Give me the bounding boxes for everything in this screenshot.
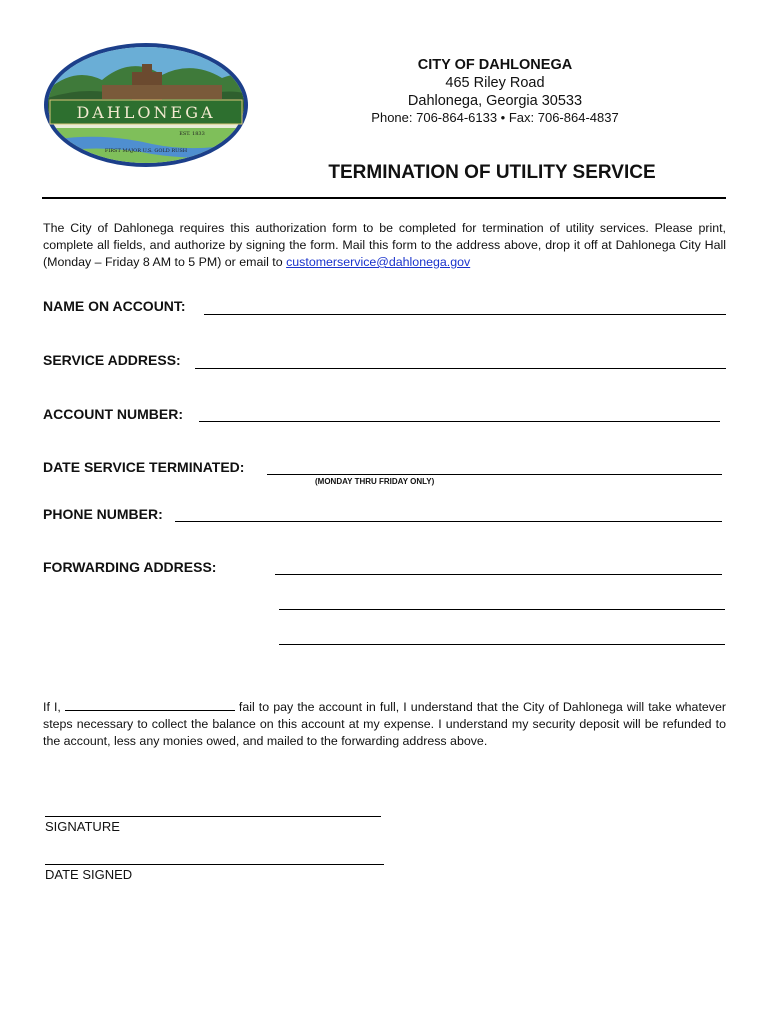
date-signed-field[interactable]: [45, 864, 384, 865]
forwarding-address-field-3[interactable]: [279, 644, 725, 645]
intro-text: The City of Dahlonega requires this authorization form to be completed for termination of utility services. Please print, complete all fields, and authorize by signing the form. Mail this form to the address above, drop it off at Dahlonega City Hall (Monday – Friday 8 AM to 5 PM) or email to: [43, 221, 726, 269]
address-line-1: 465 Riley Road: [445, 75, 545, 91]
title-divider: [42, 197, 726, 199]
signature-label: SIGNATURE: [45, 819, 120, 834]
city-logo: [42, 40, 250, 170]
phone-number-field[interactable]: [175, 521, 722, 522]
address-line-2: Dahlonega, Georgia 30533: [407, 93, 583, 109]
signature-field[interactable]: [45, 816, 381, 817]
date-terminated-label: DATE SERVICE TERMINATED:: [43, 459, 245, 475]
org-name: CITY OF DAHLONEGA: [417, 57, 573, 73]
name-on-account-field[interactable]: [204, 314, 726, 315]
forwarding-address-field-1[interactable]: [275, 574, 722, 575]
service-address-label: SERVICE ADDRESS:: [43, 352, 181, 368]
intro-paragraph: [43, 220, 726, 271]
logo-tagline-text: FIRST MAJOR U.S. GOLD RUSH: [104, 148, 188, 154]
service-address-field[interactable]: [195, 368, 726, 369]
contact-line: Phone: 706-864-6133 • Fax: 706-864-4837: [371, 110, 619, 125]
agreement-prefix: If I,: [43, 700, 61, 714]
date-terminated-field[interactable]: [267, 474, 722, 475]
agreement-text: fail to pay the account in full, I understand that the City of Dahlonega will take whatever steps necessary to collect the balance on this account at my expense. I understand my security deposit will be refunded to the account, less any monies owed, and mailed to the forwarding address above.: [43, 700, 726, 748]
forwarding-address-label: FORWARDING ADDRESS:: [43, 559, 217, 575]
date-signed-label: DATE SIGNED: [45, 867, 133, 882]
city-seal-graphic: [42, 40, 250, 170]
account-number-label: ACCOUNT NUMBER:: [43, 406, 183, 422]
logo-est-text: EST. 1833: [179, 131, 205, 137]
email-link[interactable]: customerservice@dahlonega.gov: [286, 255, 471, 269]
document-title: TERMINATION OF UTILITY SERVICE: [328, 162, 656, 183]
forwarding-address-field-2[interactable]: [279, 609, 725, 610]
account-number-field[interactable]: [199, 421, 720, 422]
logo-name-text: DAHLONEGA: [76, 103, 216, 122]
agreement-paragraph: [43, 698, 726, 750]
name-on-account-label: NAME ON ACCOUNT:: [43, 298, 186, 314]
agreement-name-blank[interactable]: [65, 698, 235, 711]
phone-number-label: PHONE NUMBER:: [43, 506, 163, 522]
date-terminated-note: (MONDAY THRU FRIDAY ONLY): [315, 477, 435, 486]
